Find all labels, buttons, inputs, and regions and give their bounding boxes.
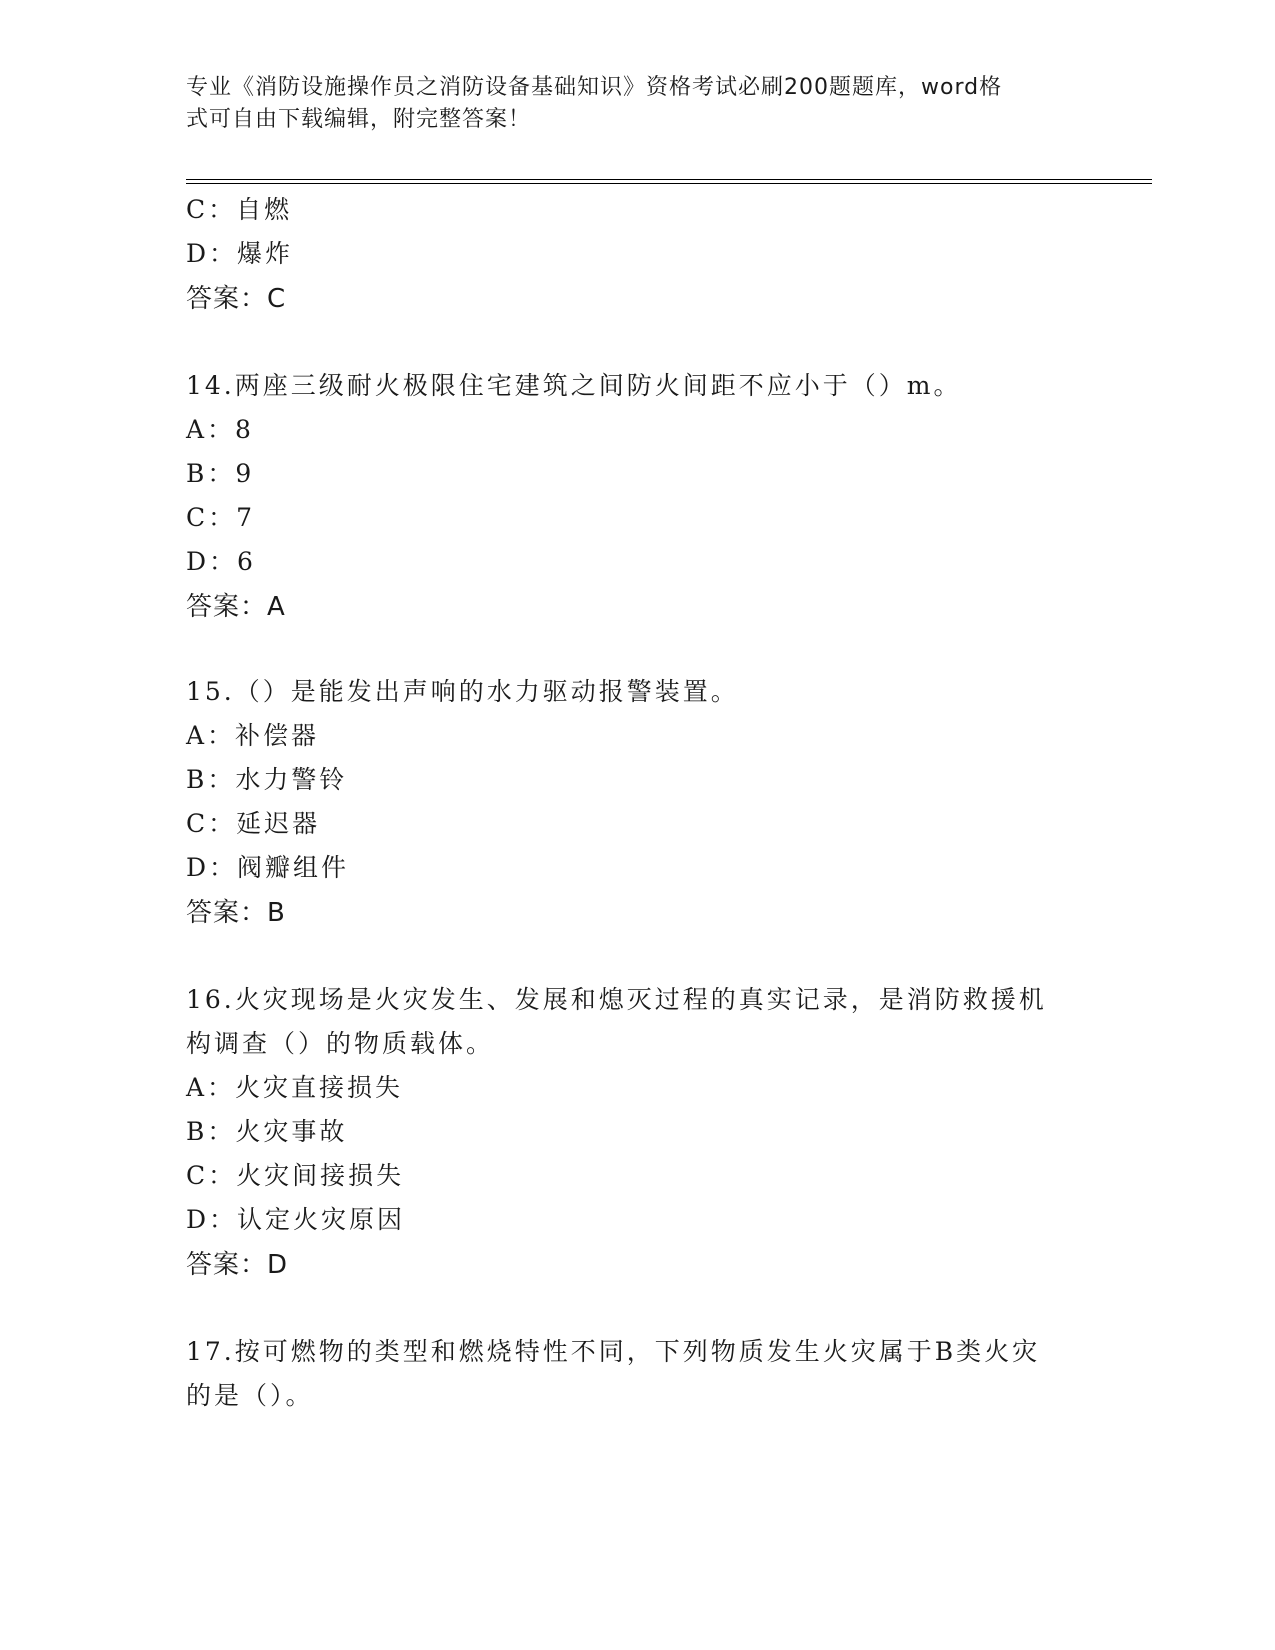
q13-answer: 答案：C — [186, 284, 287, 314]
q14-stem: 14.两座三级耐火极限住宅建筑之间防火间距不应小于（）m。 — [186, 371, 962, 400]
q16-option-d: D：认定火灾原因 — [186, 1205, 406, 1234]
q14-option-c: C：7 — [186, 503, 256, 532]
q15-stem: 15.（）是能发出声响的水力驱动报警装置。 — [186, 677, 739, 706]
q17-stem-line-1: 17.按可燃物的类型和燃烧特性不同，下列物质发生火灾属于B类火灾 — [186, 1337, 1041, 1366]
header-line-2: 式可自由下载编辑，附完整答案！ — [186, 107, 532, 132]
q15-option-b: B：水力警铃 — [186, 765, 348, 794]
q14-option-b: B：9 — [186, 459, 255, 488]
q16-stem-line-2: 构调查（）的物质载体。 — [186, 1029, 495, 1058]
document-header — [186, 72, 1066, 136]
q14-answer: 答案：A — [186, 592, 286, 622]
q17-stem-line-2: 的是（）。 — [186, 1381, 314, 1410]
q16-option-a: A：火灾直接损失 — [186, 1073, 404, 1102]
q14-option-a: A：8 — [186, 415, 254, 444]
q16-option-b: B：火灾事故 — [186, 1117, 348, 1146]
q15-option-a: A：补偿器 — [186, 721, 320, 750]
q16-answer: 答案：D — [186, 1250, 289, 1280]
q16-stem-line-1: 16.火灾现场是火灾发生、发展和熄灭过程的真实记录，是消防救援机 — [186, 985, 1047, 1014]
header-line-1: 专业《消防设施操作员之消防设备基础知识》资格考试必刷200题题库，word格 — [186, 75, 1003, 100]
q14-option-d: D：6 — [186, 547, 256, 576]
q13-option-d: D：爆炸 — [186, 239, 294, 268]
q15-option-d: D：阀瓣组件 — [186, 853, 350, 882]
header-divider-bottom — [186, 183, 1152, 184]
q15-answer: 答案：B — [186, 898, 286, 928]
q16-option-c: C：火灾间接损失 — [186, 1161, 405, 1190]
q15-option-c: C：延迟器 — [186, 809, 321, 838]
header-divider-top — [186, 179, 1152, 180]
q13-option-c: C：自燃 — [186, 195, 293, 224]
